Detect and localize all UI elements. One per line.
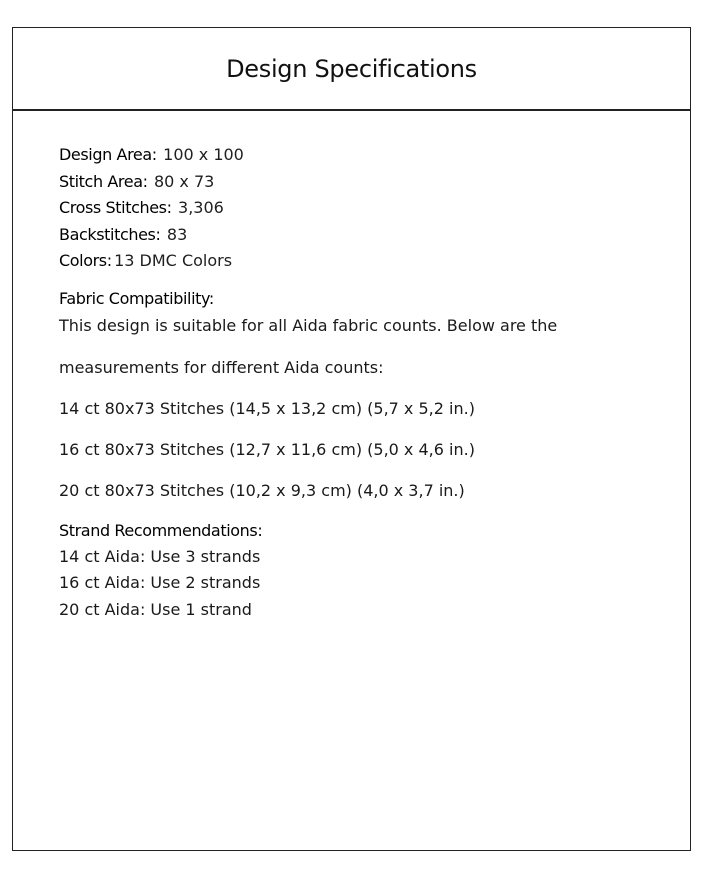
spec-sheet <box>12 27 691 851</box>
spec-label: Backstitches <box>59 224 156 244</box>
page-title: Design Specifications <box>226 55 477 83</box>
spec-label: Cross Stitches <box>59 198 167 217</box>
spec-stitch-area <box>59 169 659 196</box>
spec-value: 83 <box>166 224 188 244</box>
fabric-intro-line-2: measurements for different Aida counts: <box>59 357 384 377</box>
strand-section-title: Strand Recommendations: <box>59 520 263 540</box>
strand-14ct: 14 ct Aida: Use 3 strands <box>59 546 261 566</box>
spec-backstitches <box>59 222 659 249</box>
fabric-section-title: Fabric Compatibility: <box>59 288 214 308</box>
measurement-20ct: 20 ct 80x73 Stitches (10,2 x 9,3 cm) (4,0 x 3,7 in.) <box>59 480 465 500</box>
spec-label: Colors <box>59 251 107 270</box>
spec-cross-stitches <box>59 195 659 222</box>
fabric-intro-line-1: This design is suitable for all Aida fabric counts. Below are the <box>59 315 558 335</box>
spec-separator: : <box>142 171 148 191</box>
spec-value: 80 x 73 <box>153 171 215 191</box>
spec-label: Stitch Area <box>59 171 143 191</box>
spec-value: 3,306 <box>178 198 224 217</box>
strand-20ct: 20 ct Aida: Use 1 strand <box>59 599 252 619</box>
spec-value: 13 DMC Colors <box>114 251 233 270</box>
spec-design-area <box>59 142 659 169</box>
spec-separator: : <box>155 224 161 244</box>
spec-separator: : <box>151 145 158 164</box>
measurement-16ct: 16 ct 80x73 Stitches (12,7 x 11,6 cm) (5,0 x 4,6 in.) <box>59 439 475 459</box>
strand-16ct: 16 ct Aida: Use 2 strands <box>59 573 261 592</box>
spec-separator: : <box>106 251 113 270</box>
spec-value: 100 x 100 <box>163 145 244 164</box>
spec-content <box>59 142 659 623</box>
spec-colors <box>59 248 659 275</box>
spec-separator: : <box>166 198 173 217</box>
spec-label: Design Area <box>59 145 152 164</box>
header <box>13 28 690 111</box>
measurement-14ct: 14 ct 80x73 Stitches (14,5 x 13,2 cm) (5,7 x 5,2 in.) <box>59 398 475 418</box>
